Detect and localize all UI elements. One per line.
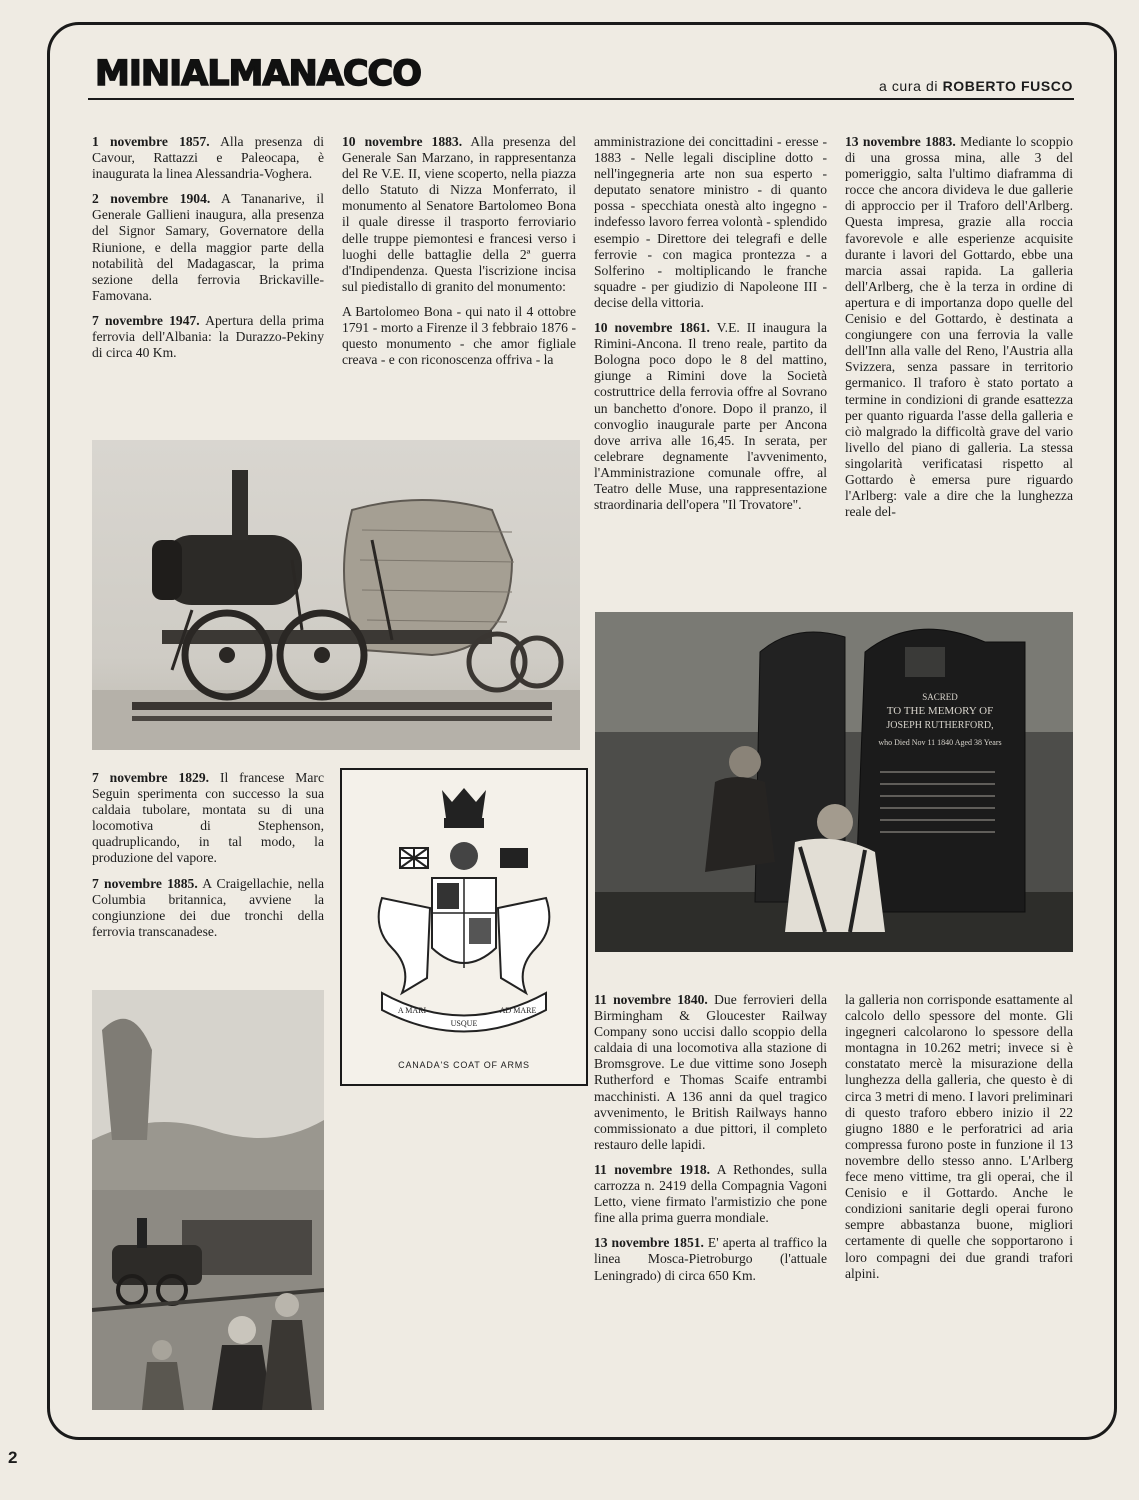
entry-text: Apertura della prima ferrovia dell'Albania: la Durazzo-Pekiny di circa 40 Km. <box>92 312 324 361</box>
entry-date: 11 novembre 1918. <box>594 1161 711 1177</box>
entry-date: 10 novembre 1861. <box>594 320 710 336</box>
monument-inscription: A Bartolomeo Bona - qui nato il 4 ottobre 1791 - morto a Firenze il 3 febbraio 1876 - questo monumento - che amor figliale creava - e con riconoscenza offriva - la <box>342 303 576 368</box>
entry-date: 10 novembre 1883. <box>342 134 463 149</box>
photo-seguin-locomotive <box>92 440 580 750</box>
monument-inscription-cont: amministrazione dei concittadini - eresse - 1883 - Nelle legali discipline dotto - nell'ingegneria arte non sua esperto - deputato senatore ministro - di quanto possa - specchiata onestà alto ingegno - indefesso lavoro ferrea volontà - splendido esempio - Direttore dei telegrafi e delle ferrovie - con magica prontezza - a Solferino - moltiplicando le franche squadre - per giudizio di Napoleone III - decise della vittoria. <box>594 134 827 310</box>
entry-date: 1 novembre 1857. <box>92 134 210 149</box>
masthead-title: MINIALMANACCO <box>95 54 421 94</box>
entry-date: 7 novembre 1829. <box>92 770 210 785</box>
entry-text: Il francese Marc Seguin sperimenta con successo la sua caldaia tubolare, montata su di una locomotiva di Stephenson, quadruplicando, in tal modo, la produzione del vapore. <box>92 770 324 866</box>
column-4 <box>845 134 1073 529</box>
column-3-lower <box>594 992 827 1293</box>
entry-text: Alla presenza di Cavour, Rattazzi e Paleocapa, è inaugurata la linea Alessandria-Voghera. <box>92 134 324 182</box>
entry-text: A Tananarive, il Generale Gallieni inaugura, alla presenza del Signor Samary, Governatore della Riunione, e della maggior parte della notabilità del Madagascar, la prima sezione della ferrovia Brickaville-Famovana. <box>92 191 324 303</box>
header-rule <box>88 98 1074 100</box>
entry-text: E' aperta al traffico la linea Mosca-Pietroburgo (l'attuale Leningrado) di circa 650 Km. <box>594 1235 827 1283</box>
entry-13-nov-1883 <box>845 134 1073 520</box>
painting-illustration <box>92 990 324 1410</box>
locomotive-illustration <box>92 440 580 750</box>
entry-text: V.E. II inaugura la Rimini-Ancona. Il treno reale, partito da Bologna poco dopo le 8 del mattino, giunge a Rimini dove la Società costruttrice della ferrovia offre al Sovrano un banchetto d'onore. Dopo il pranzo, il convoglio inaugurale parte per Ancona dove arriva alle 16,45. In serata, per celebrare degnamente l'avvenimento, l'Amministrazione comunale offre, al Teatro delle Muse, una rappresentazione straordinaria dell'opera "Il Trovatore". <box>594 320 827 513</box>
entry-2-nov-1904 <box>92 191 324 304</box>
tombstone-died: who Died Nov 11 1840 Aged 38 Years <box>878 738 1002 747</box>
column-3 <box>594 134 827 522</box>
entry-7-nov-1885 <box>92 876 324 940</box>
curator-name: ROBERTO FUSCO <box>942 78 1073 94</box>
entry-13-nov-1851 <box>594 1235 827 1283</box>
entry-13-nov-1883-cont: la galleria non corrisponde esattamente al calcolo dello spessore del monte. Gli ingegneri calcolarono lo spessore della montagna in 10.262 metri; invece si è constatato mercè la misurazione della lunghezza della galleria, che questo è di circa 3 metri di meno. I lavori preliminari di questo traforo ebbero inizio il 22 giugno 1880 e le perforatrici ad aria compressa furono poste in funzione il 13 novembre dello stesso anno. L'Arlberg fece meno vittime, tra gli operai, che il Cenisio e il Gottardo. Anche le condizioni sanitarie degli operai furono sempre abbastanza buone, migliori certamente di quelle che sopportarono i loro compagni dei due grandi trafori alpini. <box>845 992 1073 1281</box>
motto-right: AD MARE <box>499 1006 537 1015</box>
entry-10-nov-1883 <box>342 134 576 295</box>
entry-text: Due ferrovieri della Birmingham & Gloucester Railway Company sono uccisi dallo scoppio della caldaia di una locomotiva alla stazione di Bromsgrove. Le due vittime sono Joseph Rutherford e Thomas Scaife entrambi macchinisti. A 136 anni da quel tragico avvenimento, le British Railways hanno commissionato a due pittori, il completo restauro delle lapidi. <box>594 992 827 1152</box>
tombstone-memory: TO THE MEMORY OF <box>886 705 994 717</box>
column-1-lower <box>92 770 324 949</box>
canada-coat-of-arms-box <box>340 768 588 1086</box>
curator-credit <box>879 78 1073 94</box>
tombstone-sacred: SACRED <box>922 692 958 702</box>
column-1 <box>92 134 324 370</box>
entry-text: A Rethondes, sulla carrozza n. 2419 della Compagnia Vagoni Letto, viene firmato l'armistizio che pone fine alla prima guerra mondiale. <box>594 1161 827 1226</box>
entry-text: Alla presenza del Generale San Marzano, in rappresentanza del Re V.E. II, viene scoperto, nella piazza dello Statuto di Nizza Monferrato, il monumento al Senatore Bartolomeo Bona il quale diresse il trasporto ferroviario delle truppe piemontesi e francesi verso i luoghi delle battaglie della 2ª guerra d'Indipendenza. Questa l'iscrizione incisa sul piedistallo di granito del monumento: <box>342 134 576 294</box>
entry-11-nov-1840 <box>594 992 827 1153</box>
curator-prefix: a cura di <box>878 78 939 94</box>
entry-text: Mediante lo scoppio di una grossa mina, alle 3 del pomeriggio, salta l'ultimo diaframma di rocce che ancora divideva le due gallerie di approccio per il Traforo dell'Arlberg. Questa impresa, grazie alla roccia favorevole e alle esperienze acquisite durante i lavori del Gottardo, ebbe una marcia assai rapida. La galleria dell'Arlberg, che è la terza in ordine di apertura e di importanza dopo quelle del Cenisio e del Gottardo, è destinata a congiungere con una ferrovia la valle dell'Inn alla valle del Reno, l'Austria alla Svizzera, senza passare in territorio germanico. Il traforo è stato portato a termine in condizioni di grande esattezza per quanto riguarda l'asse della galleria e ciò malgrado la difficoltà grave del vario livello del piano di galleria. La stessa singolarità verificatasi rispetto al Gottardo è emersa pure riguardo l'Arlberg: vale a dire che la lunghezza reale del- <box>845 134 1073 520</box>
column-4-lower <box>845 992 1073 1291</box>
entry-date: 7 novembre 1947. <box>92 312 200 328</box>
entry-7-nov-1829 <box>92 770 324 867</box>
coat-of-arms-icon <box>342 778 586 1058</box>
page-number: 2 <box>8 1448 18 1467</box>
motto-left: A MARI <box>397 1006 427 1015</box>
entry-text: A Craigellachie, nella Columbia britannica, avviene la congiunzione dei due tronchi della ferrovia transcanadese. <box>92 875 324 939</box>
photo-rutherford-tombstone <box>595 612 1073 952</box>
entry-date: 2 novembre 1904. <box>92 191 211 207</box>
painting-train-crowd <box>92 990 324 1410</box>
entry-date: 7 novembre 1885. <box>92 875 198 891</box>
entry-1-nov-1857 <box>92 134 324 182</box>
coat-of-arms-caption: CANADA'S COAT OF ARMS <box>398 1060 530 1070</box>
entry-date: 13 novembre 1851. <box>594 1235 704 1251</box>
motto-mid: USQUE <box>450 1019 478 1028</box>
tombstone-name: JOSEPH RUTHERFORD, <box>886 720 994 731</box>
entry-11-nov-1918 <box>594 1162 827 1226</box>
entry-date: 11 novembre 1840. <box>594 992 708 1007</box>
entry-date: 13 novembre 1883. <box>845 134 956 149</box>
tombstone-scene <box>595 612 1073 952</box>
entry-10-nov-1861 <box>594 320 827 513</box>
entry-7-nov-1947 <box>92 313 324 361</box>
column-2 <box>342 134 576 377</box>
